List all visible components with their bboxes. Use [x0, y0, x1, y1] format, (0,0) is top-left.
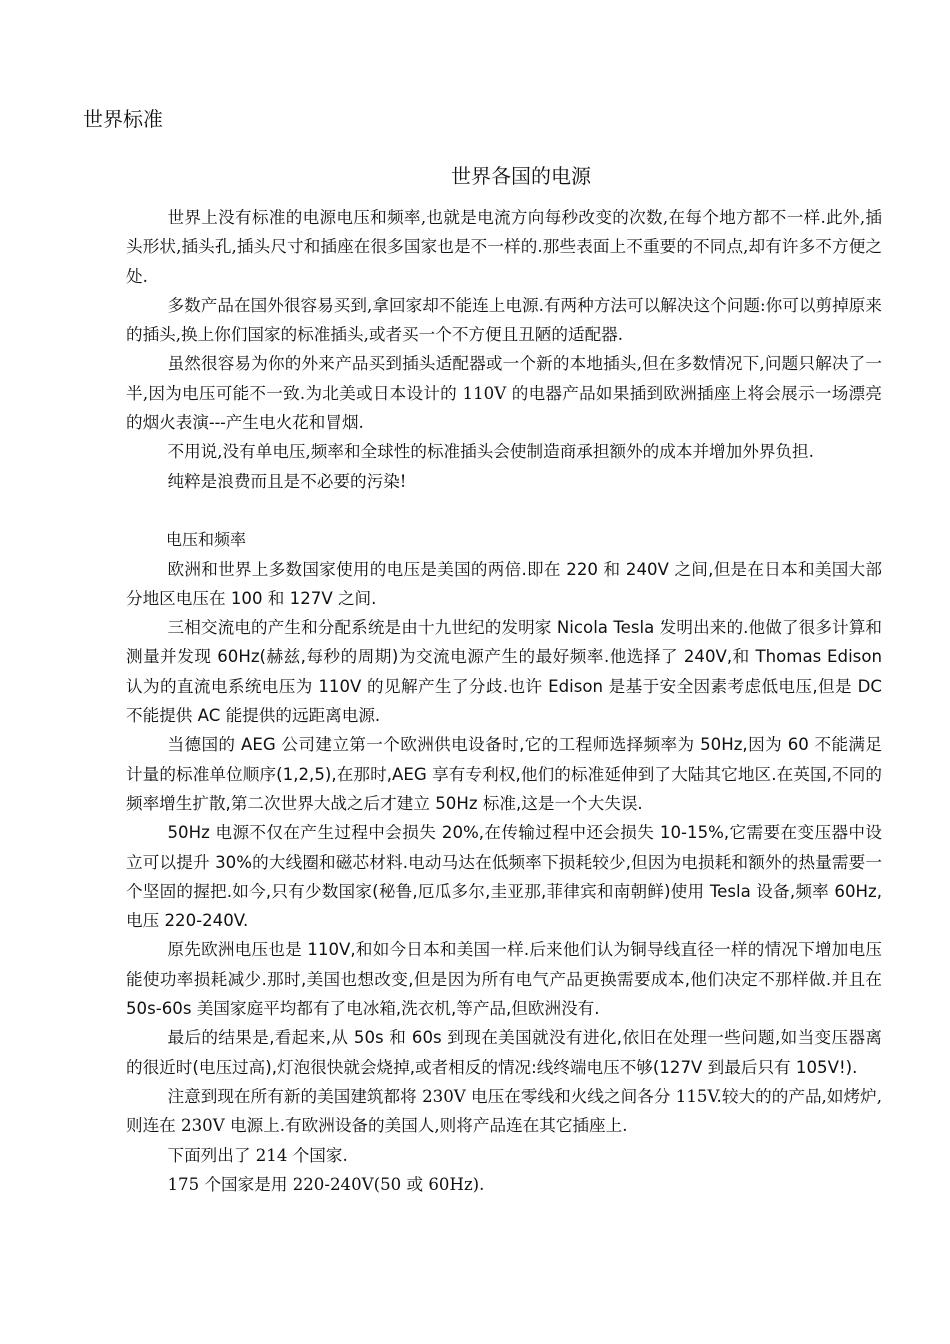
document-title: 世界各国的电源 — [451, 164, 591, 188]
paragraph-3: 虽然很容易为你的外来产品买到插头适配器或一个新的本地插头,但在多数情况下,问题只解决了一半,因为电压可能不一致.为北美或日本设计的 110V 的电器产品如果插到欧洲插座上将会展示一场漂亮的烟火表演---产生电火花和冒烟. — [126, 354, 882, 433]
section-paragraph-1: 欧洲和世界上多数国家使用的电压是美国的两倍.即在 220 和 240V 之间,但是在日本和美国大部分地区电压在 100 和 127V 之间. — [126, 559, 882, 608]
section-paragraph-9: 175 个国家是用 220-240V(50 或 60Hz). — [167, 1174, 485, 1194]
section-paragraph-4: 50Hz 电源不仅在产生过程中会损失 20%,在传输过程中还会损失 10-15%,它需要在变压器中设立可以提升 30%的大线圈和磁芯材料.电动马达在低频率下损耗较少,但因为电损耗和额外的热量需要一个坚固的握把.如今,只有少数国家(秘鲁,厄瓜多尔,圭亚那,菲律宾和南朝鲜)使用 Tesla 设备,频率 60Hz,电压 220-240V. — [126, 823, 882, 931]
paragraph-2: 多数产品在国外很容易买到,拿回家却不能连上电源.有两种方法可以解决这个问题:你可以剪掉原来的插头,换上你们国家的标准插头,或者买一个不方便且丑陋的适配器. — [126, 295, 882, 345]
section-paragraph-3: 当德国的 AEG 公司建立第一个欧洲供电设备时,它的工程师选择频率为 50Hz,因为 60 不能满足计量的标准单位顺序(1,2,5),在那时,AEG 享有专利权,他们的标准延伸到了大陆其它地区.在英国,不同的频率增生扩散,第二次世界大战之后才建立 50Hz 标准,这是一个大失误. — [126, 735, 882, 813]
document-body — [126, 203, 882, 1199]
section-paragraph-5: 原先欧洲电压也是 110V,和如今日本和美国一样.后来他们认为铜导线直径一样的情况下增加电压能使功率损耗减少.那时,美国也想改变,但是因为所有电气产品更换需要成本,他们决定不那样做.并且在 50s-60s 美国家庭平均都有了电冰箱,洗衣机,等产品,但欧洲没有. — [126, 940, 882, 1019]
paragraph-4: 不用说,没有单电压,频率和全球性的标准插头会使制造商承担额外的成本并增加外界负担. — [167, 442, 814, 462]
section-paragraph-8: 下面列出了 214 个国家. — [167, 1145, 348, 1165]
paragraph-5: 纯粹是浪费而且是不必要的污染! — [167, 471, 407, 491]
section-heading: 电压和频率 — [166, 530, 247, 550]
section-paragraph-2: 三相交流电的产生和分配系统是由十九世纪的发明家 Nicola Tesla 发明出来的.他做了很多计算和测量并发现 60Hz(赫兹,每秒的周期)为交流电源产生的最好频率.他选择了 240V,和 Thomas Edison 认为的直流电系统电压为 110V 的见解产生了分歧.也许 Edison 是基于安全因素考虑低电压,但是 DC 不能提供 AC 能提供的远距离电源. — [126, 618, 882, 726]
section-paragraph-7: 注意到现在所有新的美国建筑都将 230V 电压在零线和火线之间各分 115V.较大的的产品,如烤炉,则连在 230V 电源上.有欧洲设备的美国人,则将产品连在其它插座上. — [126, 1086, 882, 1136]
paragraph-1: 世界上没有标准的电源电压和频率,也就是电流方向每秒改变的次数,在每个地方都不一样.此外,插头形状,插头孔,插头尺寸和插座在很多国家也是不一样的.那些表面上不重要的不同点,却有许多不方便之处. — [126, 208, 882, 286]
page-header: 世界标准 — [83, 107, 163, 131]
section-paragraph-6: 最后的结果是,看起来,从 50s 和 60s 到现在美国就没有进化,依旧在处理一些问题,如当变压器离的很近时(电压过高),灯泡很快就会烧掉,或者相反的情况:线终端电压不够(127V 到最后只有 105V!). — [126, 1028, 882, 1077]
